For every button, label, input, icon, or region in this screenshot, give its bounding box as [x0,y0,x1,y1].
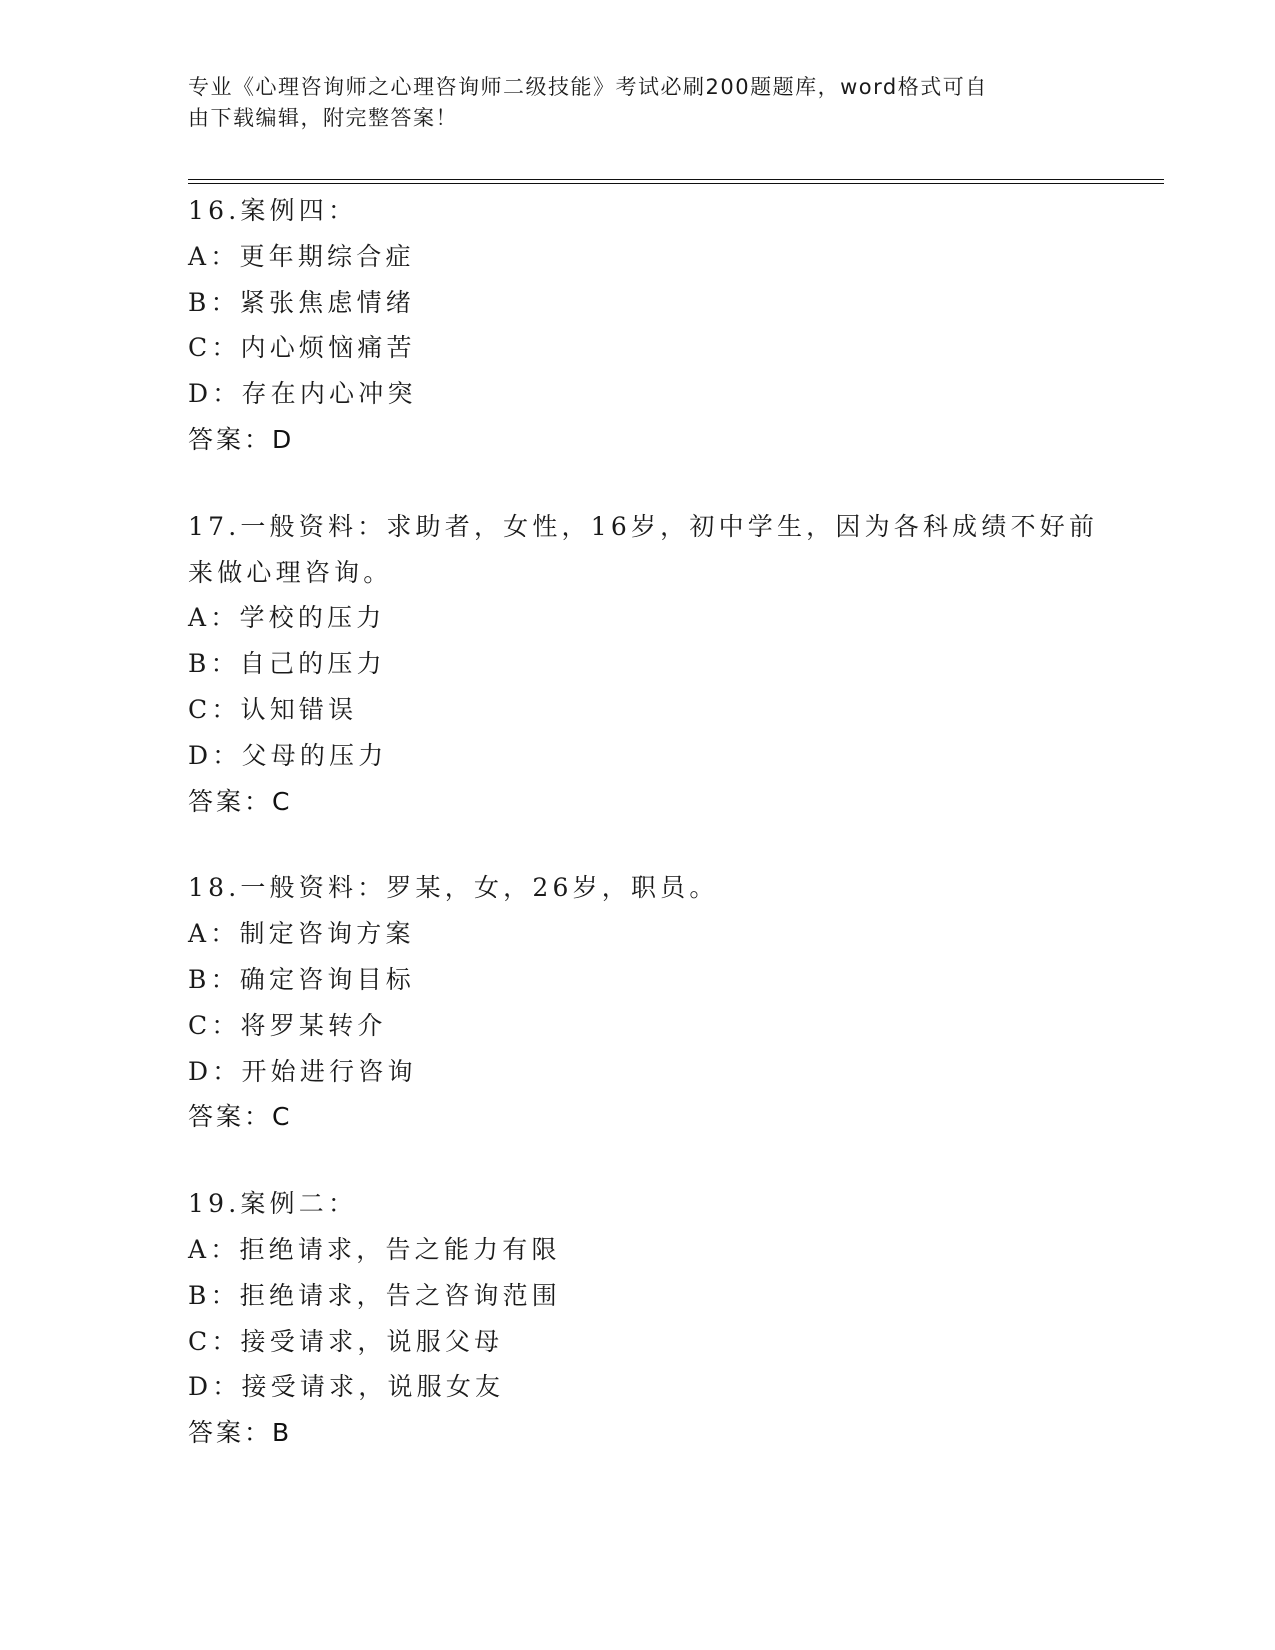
question-stem: 19.案例二： [188,1189,358,1219]
option-a: A：拒绝请求，告之能力有限 [188,1234,561,1264]
document-header [188,72,1088,134]
header-divider-bottom [188,183,1164,184]
option-c: C：内心烦恼痛苦 [188,333,416,363]
header-line-1: 专业《心理咨询师之心理咨询师二级技能》考试必刷200题题库，word格式可自 [188,75,988,99]
option-b: B：确定咨询目标 [188,964,415,994]
option-a: A：更年期综合症 [188,241,415,271]
question-18 [188,865,1088,1140]
answer-label: 答案：C [188,1102,293,1132]
question-16 [188,188,1088,463]
option-a: A：制定咨询方案 [188,919,415,949]
option-b: B：紧张焦虑情绪 [188,287,415,317]
header-divider-top [188,179,1164,180]
option-b: B：拒绝请求，告之咨询范围 [188,1280,561,1310]
option-d: D：接受请求，说服女友 [188,1372,505,1402]
option-d: D：存在内心冲突 [188,379,417,409]
option-d: D：开始进行咨询 [188,1056,417,1086]
question-19 [188,1181,1088,1456]
option-c: C：接受请求，说服父母 [188,1326,504,1356]
question-17 [188,504,1099,825]
option-a: A：学校的压力 [188,603,386,633]
question-stem-line-1: 17.一般资料：求助者，女性，16岁，初中学生，因为各科成绩不好前 [188,511,1099,541]
question-list [188,188,1099,1497]
answer-label: 答案：C [188,786,293,816]
option-c: C：认知错误 [188,694,358,724]
option-c: C：将罗某转介 [188,1010,387,1040]
answer-label: 答案：D [188,424,295,454]
header-line-2: 由下载编辑，附完整答案！ [188,106,458,130]
option-b: B：自己的压力 [188,649,386,679]
question-stem-line-2: 来做心理咨询。 [188,557,393,587]
option-d: D：父母的压力 [188,740,388,770]
answer-label: 答案：B [188,1418,293,1448]
question-stem: 18.一般资料：罗某，女，26岁，职员。 [188,873,719,903]
question-stem: 16.案例四： [188,196,358,225]
